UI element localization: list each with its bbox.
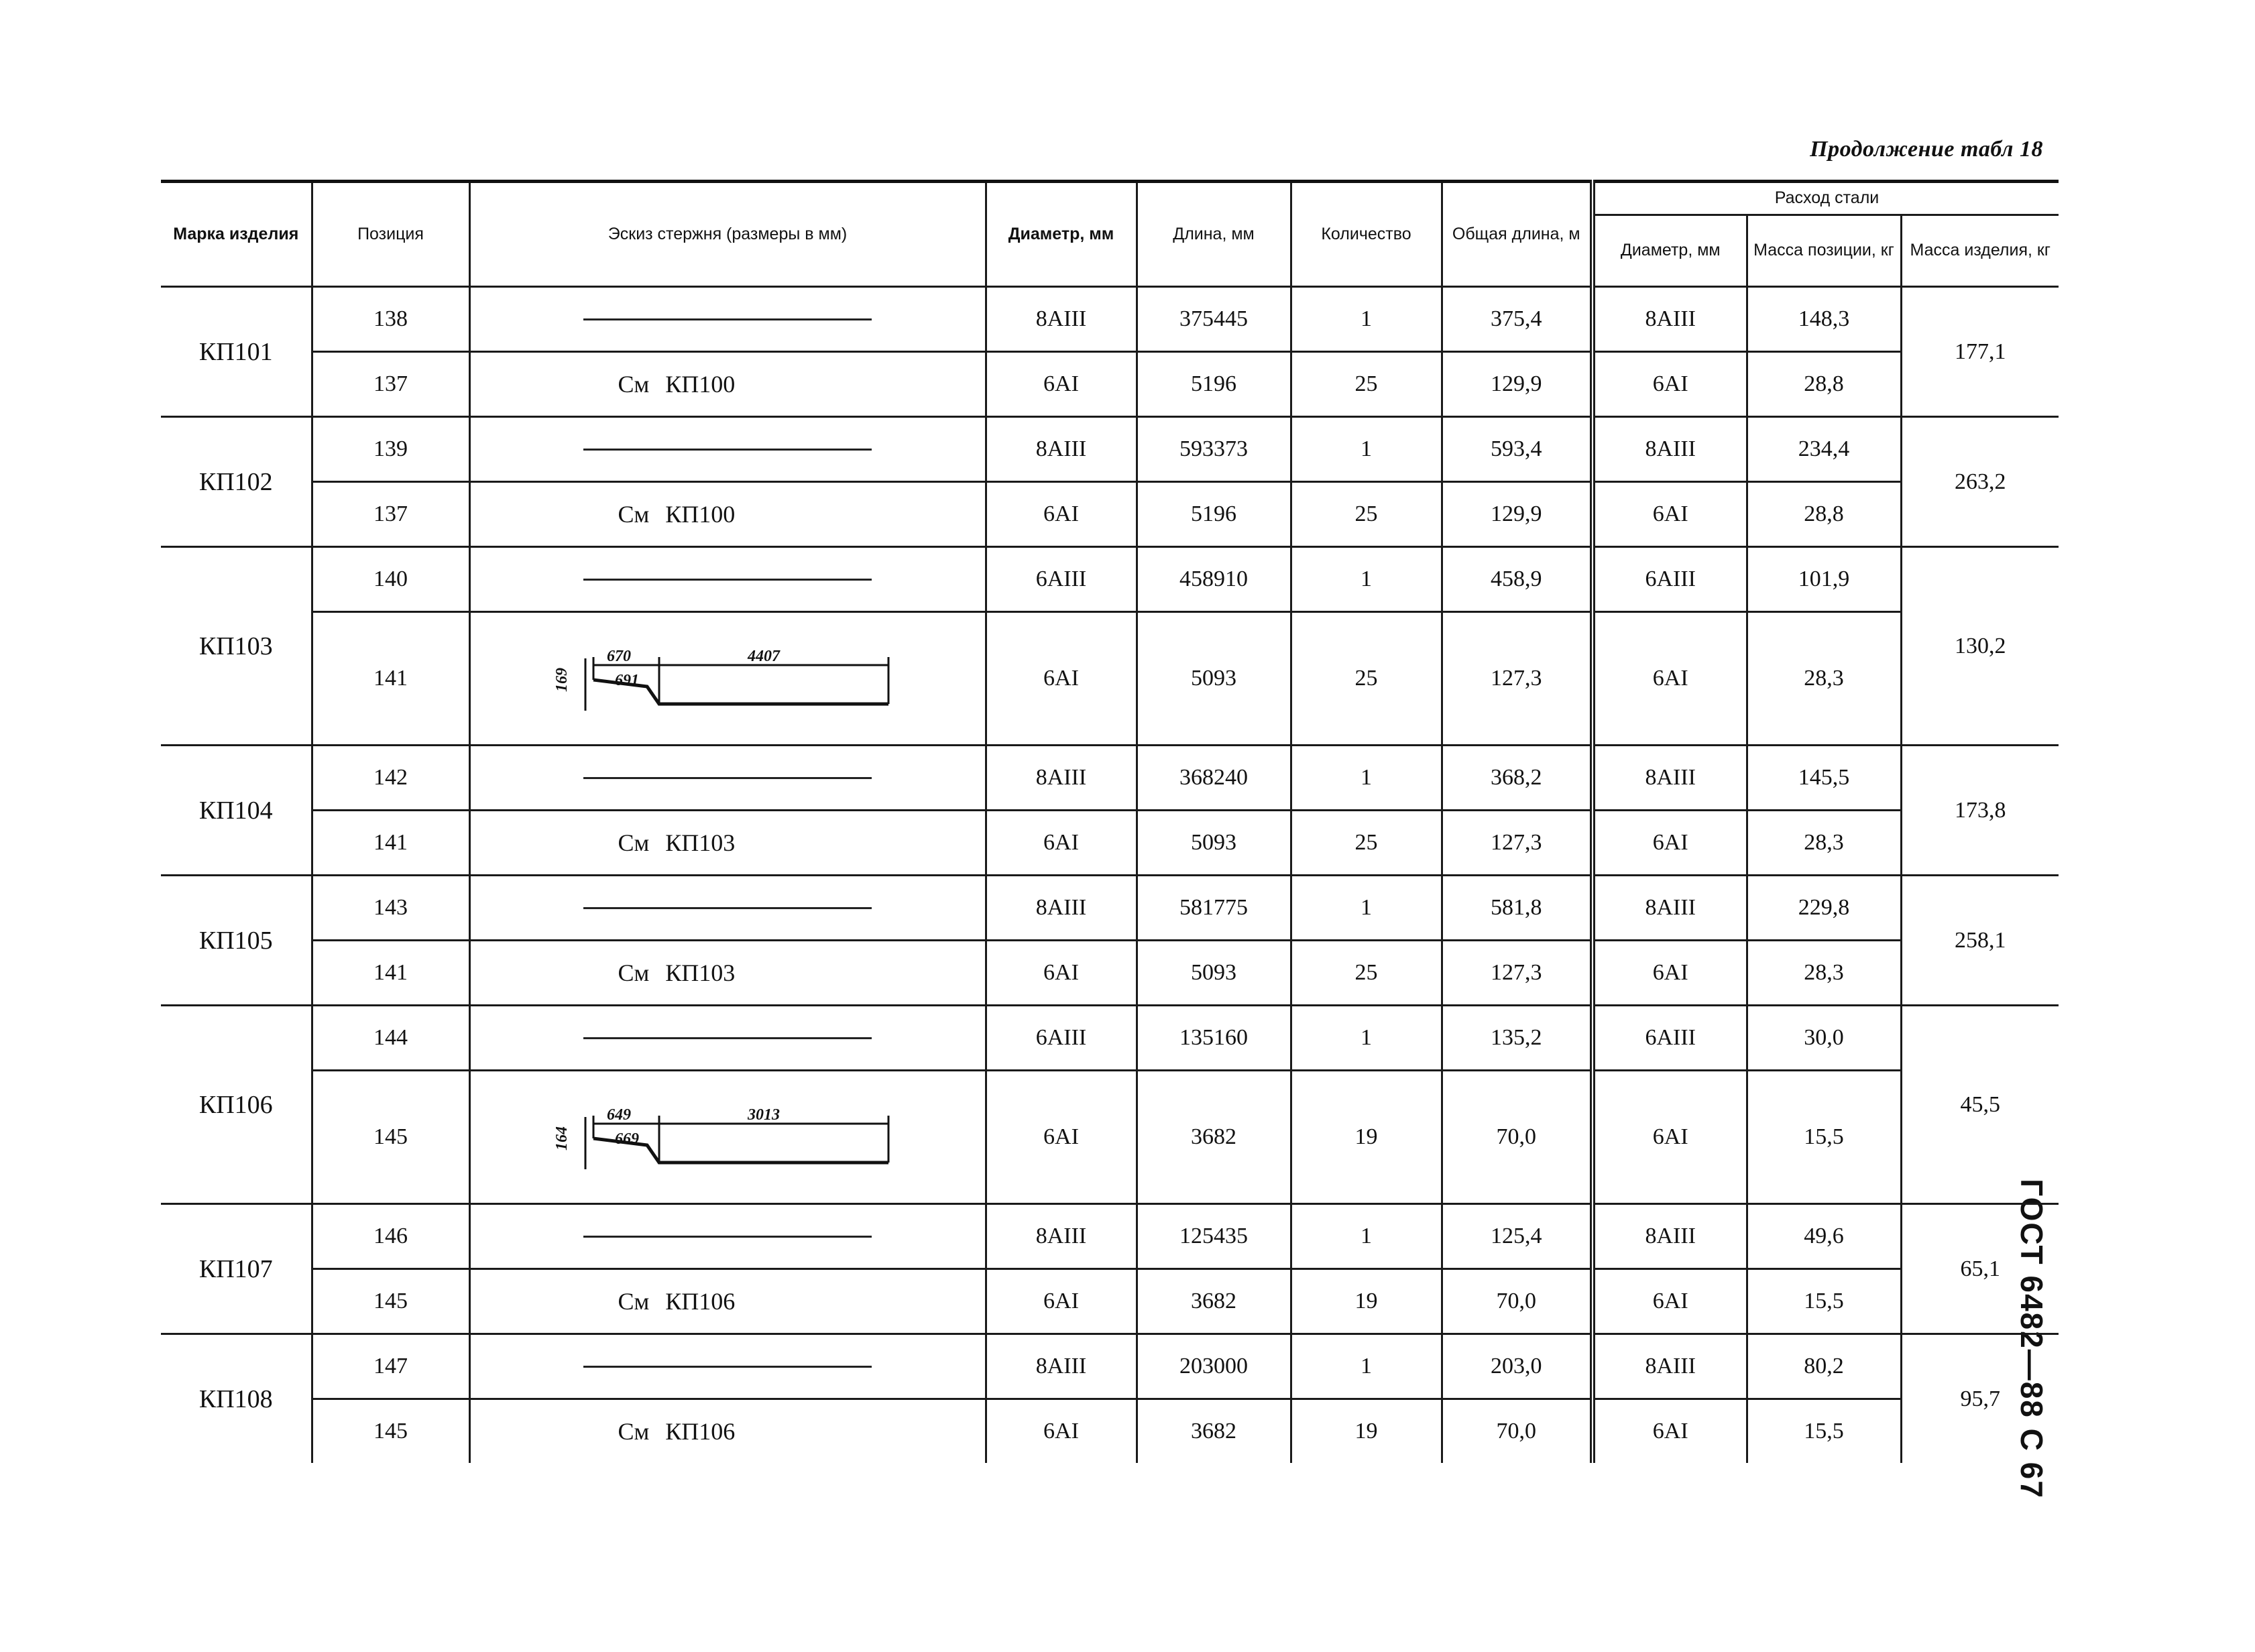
length-cell: 3682 [1137,1071,1291,1204]
product-mass-cell: 263,2 [1901,417,2059,547]
steel-diameter-cell: 8AIII [1593,287,1747,352]
total-length-cell: 135,2 [1442,1006,1593,1071]
reference-mark: КП103 [665,959,736,986]
total-length-cell: 125,4 [1442,1204,1593,1269]
sketch-reference [618,829,736,857]
position-cell: 140 [312,547,469,612]
steel-diameter-cell: 6AI [1593,612,1747,746]
header-product-mass: Масса изделия, кг [1901,215,2059,287]
table-header [161,182,2059,287]
dim-bend: 670 [607,648,631,665]
total-length-cell: 368,2 [1442,746,1593,811]
header-position: Позиция [312,182,469,287]
position-mass-cell: 30,0 [1747,1006,1901,1071]
position-cell: 147 [312,1334,469,1399]
position-mass-cell: 234,4 [1747,417,1901,482]
product-mass-cell: 45,5 [1901,1006,2059,1204]
product-mark-cell: КП101 [161,287,312,417]
diameter-cell: 8AIII [986,417,1137,482]
dim-straight: 3013 [748,1106,780,1124]
dim-straight: 4407 [748,648,780,665]
total-length-cell: 581,8 [1442,876,1593,941]
position-cell: 141 [312,941,469,1006]
position-cell: 143 [312,876,469,941]
quantity-cell: 19 [1291,1071,1442,1204]
sketch-cell [469,1334,986,1399]
table-row [161,612,2059,746]
quantity-cell: 25 [1291,352,1442,417]
steel-diameter-cell: 8AIII [1593,1334,1747,1399]
reference-mark: КП106 [665,1418,736,1445]
sketch-cell [469,1269,986,1334]
length-cell: 135160 [1137,1006,1291,1071]
quantity-cell: 1 [1291,746,1442,811]
total-length-cell: 375,4 [1442,287,1593,352]
position-cell: 145 [312,1269,469,1334]
reference-mark: КП103 [665,829,736,856]
table-caption: Продолжение табл 18 [1810,137,2043,162]
sketch-cell [469,352,986,417]
position-mass-cell: 28,3 [1747,811,1901,876]
total-length-cell: 129,9 [1442,352,1593,417]
quantity-cell: 25 [1291,811,1442,876]
straight-rod-sketch [583,777,872,779]
product-mass-cell: 258,1 [1901,876,2059,1006]
steel-diameter-cell: 6AI [1593,1399,1747,1464]
diameter-cell: 8AIII [986,1204,1137,1269]
quantity-cell: 25 [1291,941,1442,1006]
steel-diameter-cell: 8AIII [1593,417,1747,482]
steel-diameter-cell: 6AI [1593,1269,1747,1334]
length-cell: 458910 [1137,547,1291,612]
steel-diameter-cell: 6AI [1593,811,1747,876]
quantity-cell: 1 [1291,876,1442,941]
table-row [161,482,2059,547]
sketch-cell [469,547,986,612]
length-cell: 3682 [1137,1399,1291,1464]
table-row [161,876,2059,941]
position-cell: 139 [312,417,469,482]
table-row [161,287,2059,352]
diameter-cell: 6AI [986,811,1137,876]
sketch-reference [618,1417,736,1446]
steel-diameter-cell: 8AIII [1593,1204,1747,1269]
reference-mark: КП100 [665,501,736,528]
see-word: См [618,501,650,528]
rebar-spec-table [161,180,2059,1463]
sketch-reference [618,370,736,398]
table-row [161,1334,2059,1399]
diameter-cell: 6AI [986,352,1137,417]
diameter-cell: 8AIII [986,1334,1137,1399]
quantity-cell: 19 [1291,1399,1442,1464]
diameter-cell: 6AI [986,1399,1137,1464]
table-row [161,352,2059,417]
position-mass-cell: 28,8 [1747,352,1901,417]
sketch-reference [618,959,736,987]
sketch-cell [469,811,986,876]
length-cell: 593373 [1137,417,1291,482]
dim-slope: 669 [615,1130,639,1148]
product-mark-cell: КП105 [161,876,312,1006]
length-cell: 5093 [1137,941,1291,1006]
header-diameter: Диаметр, мм [986,182,1137,287]
table-row [161,1006,2059,1071]
sketch-cell [469,941,986,1006]
position-cell: 137 [312,352,469,417]
table-row [161,1269,2059,1334]
steel-diameter-cell: 6AIII [1593,1006,1747,1071]
quantity-cell: 1 [1291,1334,1442,1399]
see-word: См [618,959,650,986]
bent-rod-sketch [553,638,902,719]
position-mass-cell: 101,9 [1747,547,1901,612]
table-body [161,287,2059,1464]
length-cell: 125435 [1137,1204,1291,1269]
product-mark-cell: КП103 [161,547,312,746]
position-mass-cell: 15,5 [1747,1269,1901,1334]
sketch-cell [469,876,986,941]
sketch-cell [469,612,986,746]
total-length-cell: 129,9 [1442,482,1593,547]
reference-mark: КП106 [665,1288,736,1315]
steel-diameter-cell: 6AI [1593,482,1747,547]
table-row [161,1071,2059,1204]
position-mass-cell: 145,5 [1747,746,1901,811]
position-cell: 146 [312,1204,469,1269]
diameter-cell: 8AIII [986,876,1137,941]
total-length-cell: 593,4 [1442,417,1593,482]
total-length-cell: 70,0 [1442,1399,1593,1464]
table-row [161,746,2059,811]
header-total-length: Общая длина, м [1442,182,1593,287]
diameter-cell: 6AI [986,482,1137,547]
header-steel-group: Расход стали [1593,182,2059,215]
header-sketch: Эскиз стержня (размеры в мм) [469,182,986,287]
header-steel-diameter: Диаметр, мм [1593,215,1747,287]
position-cell: 141 [312,811,469,876]
reference-mark: КП100 [665,371,736,398]
dim-height: 164 [553,1126,571,1150]
straight-rod-sketch [583,907,872,909]
position-mass-cell: 80,2 [1747,1334,1901,1399]
position-mass-cell: 15,5 [1747,1071,1901,1204]
product-mass-cell: 177,1 [1901,287,2059,417]
length-cell: 203000 [1137,1334,1291,1399]
position-mass-cell: 229,8 [1747,876,1901,941]
see-word: См [618,371,650,398]
bent-rod-sketch [553,1097,902,1177]
sketch-cell [469,746,986,811]
quantity-cell: 1 [1291,547,1442,612]
product-mass-cell: 65,1 [1901,1204,2059,1334]
see-word: См [618,829,650,856]
straight-rod-sketch [583,1366,872,1368]
total-length-cell: 203,0 [1442,1334,1593,1399]
position-mass-cell: 28,8 [1747,482,1901,547]
diameter-cell: 8AIII [986,287,1137,352]
length-cell: 375445 [1137,287,1291,352]
diameter-cell: 6AI [986,612,1137,746]
quantity-cell: 1 [1291,287,1442,352]
total-length-cell: 127,3 [1442,811,1593,876]
position-mass-cell: 49,6 [1747,1204,1901,1269]
length-cell: 368240 [1137,746,1291,811]
sketch-cell [469,287,986,352]
sketch-cell [469,417,986,482]
table-row [161,417,2059,482]
diameter-cell: 8AIII [986,746,1137,811]
table-row [161,941,2059,1006]
diameter-cell: 6AIII [986,1006,1137,1071]
standard-page-label: ГОСТ 6482—88 С 67 [2014,1179,2049,1499]
dim-height: 169 [553,668,571,692]
length-cell: 581775 [1137,876,1291,941]
total-length-cell: 70,0 [1442,1269,1593,1334]
steel-diameter-cell: 6AI [1593,1071,1747,1204]
total-length-cell: 458,9 [1442,547,1593,612]
straight-rod-sketch [583,1236,872,1238]
steel-diameter-cell: 6AI [1593,941,1747,1006]
position-cell: 145 [312,1071,469,1204]
sketch-cell [469,1204,986,1269]
position-cell: 145 [312,1399,469,1464]
quantity-cell: 25 [1291,482,1442,547]
length-cell: 3682 [1137,1269,1291,1334]
position-mass-cell: 28,3 [1747,612,1901,746]
product-mark-cell: КП106 [161,1006,312,1204]
length-cell: 5093 [1137,612,1291,746]
position-cell: 141 [312,612,469,746]
dim-slope: 691 [615,672,639,689]
total-length-cell: 127,3 [1442,612,1593,746]
product-mark-cell: КП102 [161,417,312,547]
table-row [161,547,2059,612]
diameter-cell: 6AIII [986,547,1137,612]
steel-diameter-cell: 8AIII [1593,876,1747,941]
length-cell: 5093 [1137,811,1291,876]
header-quantity: Количество [1291,182,1442,287]
sketch-cell [469,1399,986,1464]
header-length: Длина, мм [1137,182,1291,287]
table-row [161,811,2059,876]
position-mass-cell: 28,3 [1747,941,1901,1006]
total-length-cell: 70,0 [1442,1071,1593,1204]
product-mass-cell: 130,2 [1901,547,2059,746]
quantity-cell: 1 [1291,417,1442,482]
product-mark-cell: КП107 [161,1204,312,1334]
product-mass-cell: 173,8 [1901,746,2059,876]
diameter-cell: 6AI [986,1269,1137,1334]
sketch-cell [469,482,986,547]
position-mass-cell: 148,3 [1747,287,1901,352]
header-position-mass: Масса позиции, кг [1747,215,1901,287]
sketch-cell [469,1071,986,1204]
steel-diameter-cell: 8AIII [1593,746,1747,811]
straight-rod-sketch [583,579,872,581]
table-row [161,1204,2059,1269]
position-mass-cell: 15,5 [1747,1399,1901,1464]
table-row [161,1399,2059,1464]
dim-bend: 649 [607,1106,631,1124]
see-word: См [618,1418,650,1445]
header-mark: Марка изделия [161,182,312,287]
quantity-cell: 19 [1291,1269,1442,1334]
steel-diameter-cell: 6AIII [1593,547,1747,612]
steel-diameter-cell: 6AI [1593,352,1747,417]
product-mass-cell: 95,7 [1901,1334,2059,1464]
diameter-cell: 6AI [986,1071,1137,1204]
product-mark-cell: КП108 [161,1334,312,1464]
position-cell: 144 [312,1006,469,1071]
quantity-cell: 25 [1291,612,1442,746]
length-cell: 5196 [1137,352,1291,417]
sketch-reference [618,500,736,528]
position-cell: 138 [312,287,469,352]
sketch-cell [469,1006,986,1071]
product-mark-cell: КП104 [161,746,312,876]
total-length-cell: 127,3 [1442,941,1593,1006]
diameter-cell: 6AI [986,941,1137,1006]
length-cell: 5196 [1137,482,1291,547]
position-cell: 137 [312,482,469,547]
sketch-reference [618,1287,736,1315]
straight-rod-sketch [583,1037,872,1039]
quantity-cell: 1 [1291,1006,1442,1071]
quantity-cell: 1 [1291,1204,1442,1269]
straight-rod-sketch [583,318,872,320]
see-word: См [618,1288,650,1315]
position-cell: 142 [312,746,469,811]
straight-rod-sketch [583,449,872,451]
